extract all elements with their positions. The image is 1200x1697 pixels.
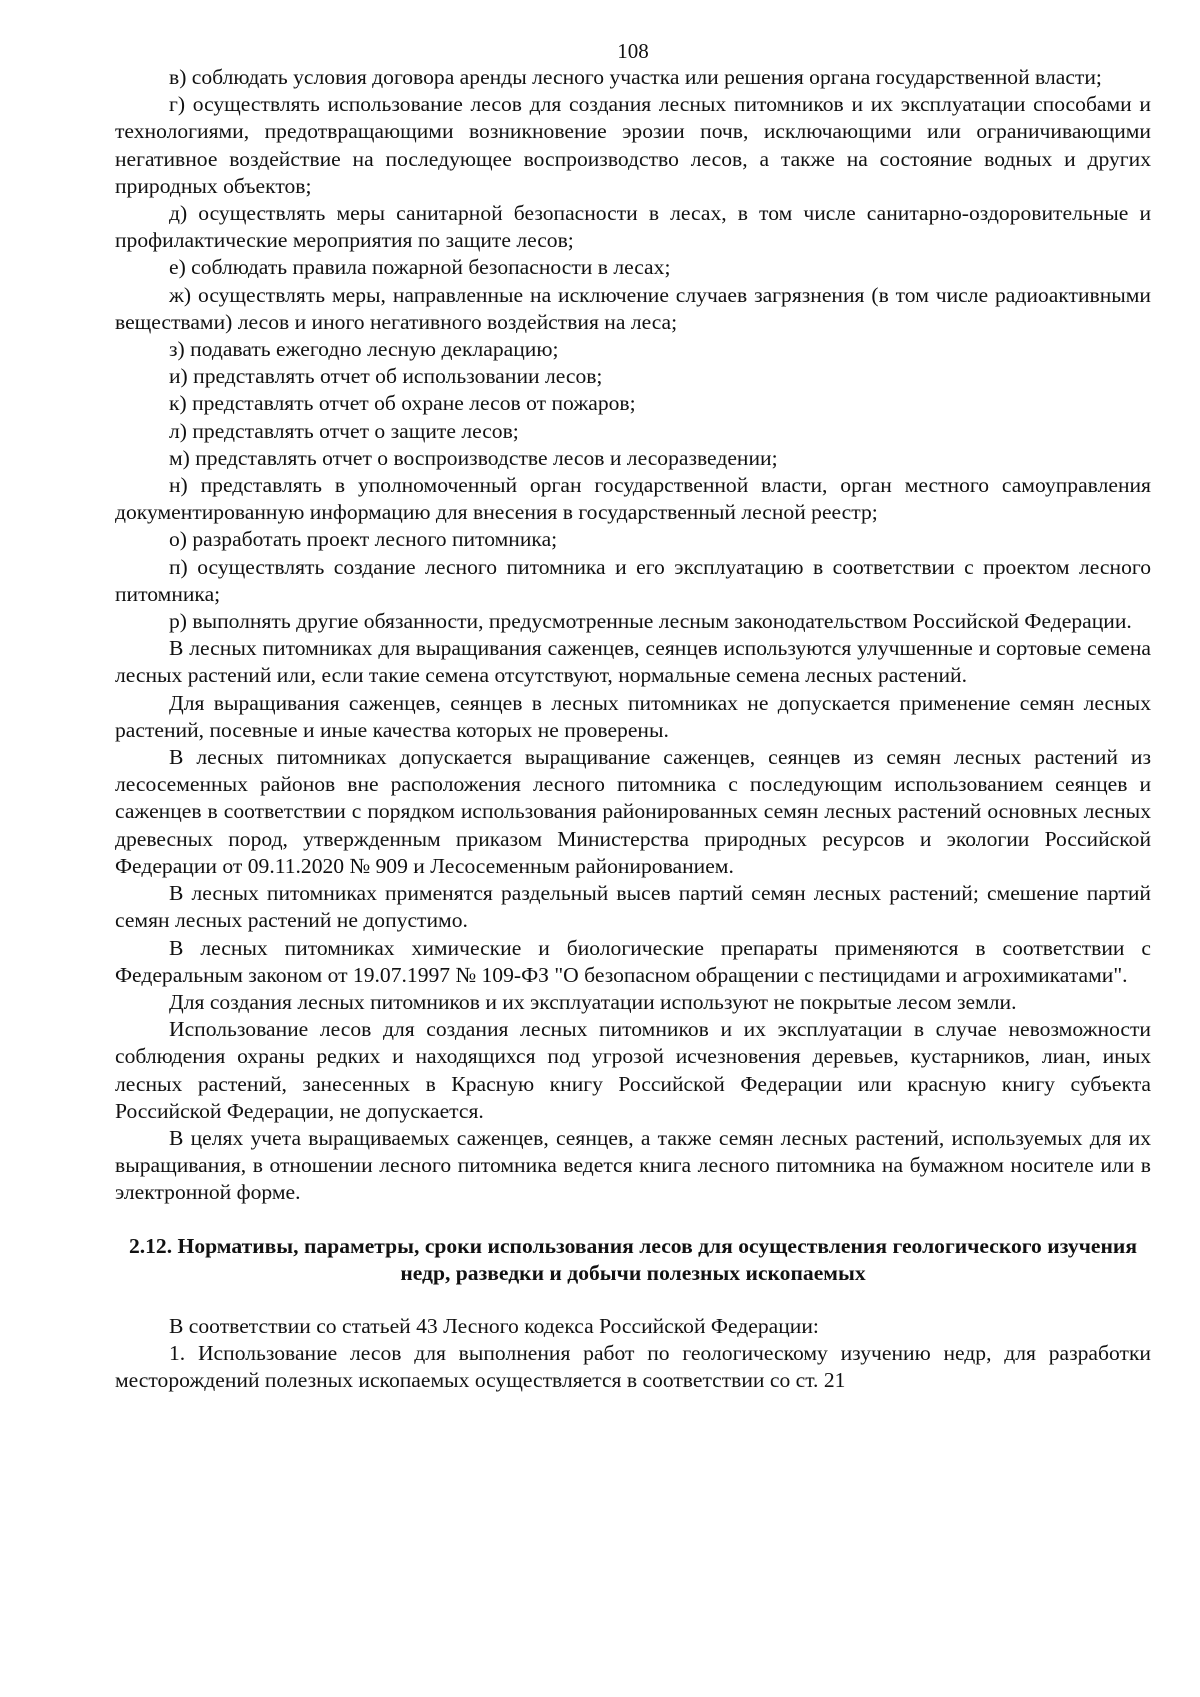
paragraph: Использование лесов для создания лесных питомников и их эксплуатации в случае невозможности соблюдения охраны редких и находящихся под угрозой исчезновения деревьев, кустарников, лиан, иных лесных растений, занесенных в Красную книгу Российской Федерации или красную книгу субъекта Российской Федерации, не допускается. — [115, 1017, 1151, 1123]
paragraph: г) осуществлять использование лесов для создания лесных питомников и их эксплуатации способами и технологиями, предотвращающими возникновение эрозии почв, исключающими или ограничивающими негативное воздействие на последующее воспроизводство лесов, а также на состояние водных и других природных объектов; — [115, 92, 1151, 198]
paragraph: В лесных питомниках химические и биологические препараты применяются в соответствии с Федеральным законом от 19.07.1997 № 109-ФЗ "О безопасном обращении с пестицидами и агрохимикатами". — [115, 935, 1151, 987]
document-page — [115, 38, 1151, 1395]
paragraph: м) представлять отчет о воспроизводстве лесов и лесоразведении; — [169, 445, 778, 470]
paragraph: е) соблюдать правила пожарной безопасности в лесах; — [169, 255, 671, 280]
paragraph: ж) осуществлять меры, направленные на исключение случаев загрязнения (в том числе радиоактивными веществами) лесов и иного негативного воздействия на леса; — [115, 282, 1151, 334]
paragraph: в) соблюдать условия договора аренды лесного участка или решения органа государственной власти; — [169, 65, 1102, 89]
paragraph: В целях учета выращиваемых саженцев, сеянцев, а также семян лесных растений, используемых для их выращивания, в отношении лесного питомника ведется книга лесного питомника на бумажном носителе или в электронной форме. — [115, 1125, 1151, 1205]
paragraph: к) представлять отчет об охране лесов от пожаров; — [169, 391, 636, 416]
paragraph: и) представлять отчет об использовании лесов; — [169, 364, 603, 389]
paragraph: В лесных питомниках допускается выращивание саженцев, сеянцев из семян лесных растений из лесосеменных районов вне расположения лесного питомника с последующим использованием сеянцев и саженцев в соответствии с порядком использования районированных семян лесных растений основных лесных древесных пород, утвержденным приказом Министерства природных ресурсов и экологии Российской Федерации от 09.11.2020 № 909 и Лесосеменным районированием. — [115, 745, 1151, 878]
section-paragraph: В соответствии со статьей 43 Лесного кодекса Российской Федерации: — [169, 1313, 819, 1338]
paragraph: н) представлять в уполномоченный орган государственной власти, орган местного самоуправления документированную информацию для внесения в государственный лесной реестр; — [115, 473, 1151, 525]
section-heading: 2.12. Нормативы, параметры, сроки использования лесов для осуществления геологического изучения недр, разведки и добычи полезных ископаемых — [128, 1233, 1138, 1285]
paragraph: В лесных питомниках применятся раздельный высев партий семян лесных растений; смешение партий семян лесных растений не допустимо. — [115, 881, 1151, 933]
paragraph: д) осуществлять меры санитарной безопасности в лесах, в том числе санитарно-оздоровительные и профилактические мероприятия по защите лесов; — [115, 201, 1151, 253]
paragraph: п) осуществлять создание лесного питомника и его эксплуатацию в соответствии с проектом лесного питомника; — [115, 554, 1151, 606]
page-number: 108 — [617, 39, 649, 63]
section-paragraph: 1. Использование лесов для выполнения работ по геологическому изучению недр, для разработки месторождений полезных ископаемых осуществляется в соответствии со ст. 21 — [115, 1341, 1151, 1393]
paragraph: р) выполнять другие обязанности, предусмотренные лесным законодательством Российской Федерации. — [169, 609, 1132, 634]
paragraph: л) представлять отчет о защите лесов; — [169, 418, 519, 443]
paragraph: Для создания лесных питомников и их эксплуатации используют не покрытые лесом земли. — [169, 989, 1017, 1014]
paragraph: о) разработать проект лесного питомника; — [169, 527, 558, 552]
paragraph: В лесных питомниках для выращивания саженцев, сеянцев используются улучшенные и сортовые семена лесных растений или, если такие семена отсутствуют, нормальные семена лесных растений. — [115, 636, 1151, 688]
paragraph: Для выращивания саженцев, сеянцев в лесных питомниках не допускается применение семян лесных растений, посевные и иные качества которых не проверены. — [115, 690, 1151, 742]
paragraph: з) подавать ежегодно лесную декларацию; — [169, 337, 559, 362]
